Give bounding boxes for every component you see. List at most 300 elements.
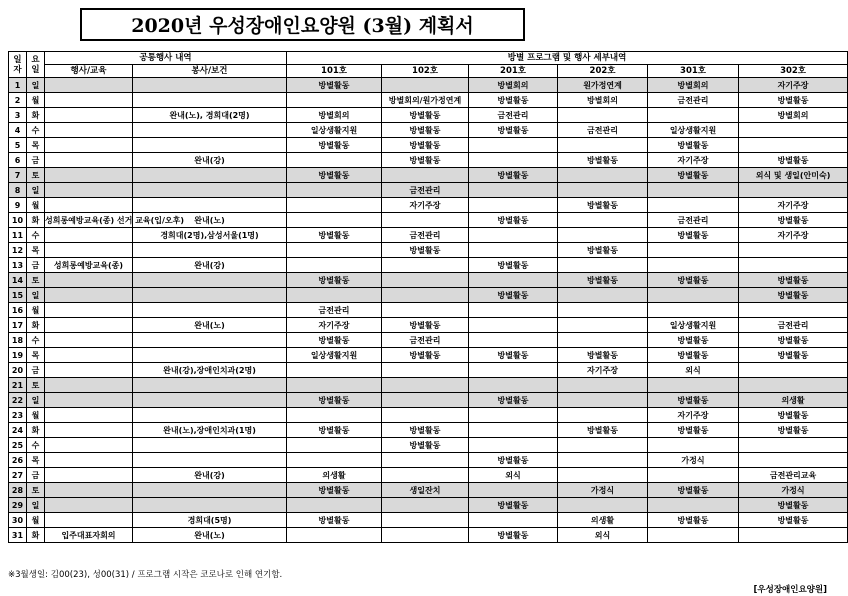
header-service: 봉사/보건: [133, 65, 287, 78]
cell-room-302: 방별활동: [739, 153, 848, 168]
cell-room-302: [739, 183, 848, 198]
cell-room-202: [558, 498, 648, 513]
cell-event: [45, 393, 133, 408]
cell-room-202: [558, 108, 648, 123]
cell-room-202: 가정식: [558, 483, 648, 498]
cell-room-101: 방별회의: [287, 108, 382, 123]
cell-day: 28: [9, 483, 27, 498]
cell-room-201: 방별활동: [469, 213, 558, 228]
cell-service: 경희대(2명),삼성서울(1명): [133, 228, 287, 243]
table-row: [9, 348, 848, 363]
table-row: [9, 468, 848, 483]
cell-room-101: [287, 288, 382, 303]
table-row: [9, 123, 848, 138]
table-row: [9, 378, 848, 393]
cell-room-302: 방별활동: [739, 498, 848, 513]
cell-room-302: 의생활: [739, 393, 848, 408]
cell-event: [45, 273, 133, 288]
cell-service: 완내(강): [133, 258, 287, 273]
table-row: [9, 318, 848, 333]
cell-room-101: 방별활동: [287, 273, 382, 288]
cell-room-201: [469, 303, 558, 318]
table-row: [9, 78, 848, 93]
cell-weekday: 금: [27, 468, 45, 483]
cell-service: 완내(노): [133, 528, 287, 543]
cell-room-302: [739, 528, 848, 543]
cell-room-202: 방별회의: [558, 93, 648, 108]
cell-room-101: 방별활동: [287, 78, 382, 93]
cell-room-201: 방별활동: [469, 288, 558, 303]
cell-weekday: 화: [27, 318, 45, 333]
cell-event: [45, 348, 133, 363]
cell-room-302: 방별회의: [739, 108, 848, 123]
cell-room-302: 방별활동: [739, 273, 848, 288]
cell-room-301: [648, 183, 739, 198]
cell-weekday: 금: [27, 363, 45, 378]
cell-service: [133, 288, 287, 303]
cell-event: [45, 423, 133, 438]
cell-room-102: [382, 528, 469, 543]
cell-room-302: 가정식: [739, 483, 848, 498]
cell-room-201: 방별활동: [469, 528, 558, 543]
cell-day: 2: [9, 93, 27, 108]
cell-room-202: [558, 303, 648, 318]
cell-room-301: 금전관리: [648, 213, 739, 228]
cell-room-102: [382, 213, 469, 228]
cell-room-201: [469, 378, 558, 393]
cell-room-301: 방별활동: [648, 273, 739, 288]
cell-room-102: [382, 468, 469, 483]
cell-room-201: 방별활동: [469, 348, 558, 363]
cell-service: [133, 483, 287, 498]
cell-room-102: 자기주장: [382, 198, 469, 213]
cell-service: 완내(노): [133, 213, 287, 228]
cell-room-101: 방별활동: [287, 483, 382, 498]
cell-event: [45, 243, 133, 258]
cell-room-201: [469, 408, 558, 423]
cell-room-201: 외식: [469, 468, 558, 483]
cell-room-202: [558, 138, 648, 153]
cell-event: 성희롱예방교육(종) 선거 교육(입/오후): [45, 213, 133, 228]
cell-day: 30: [9, 513, 27, 528]
cell-room-202: 방별활동: [558, 423, 648, 438]
cell-room-102: [382, 303, 469, 318]
table-row: [9, 93, 848, 108]
cell-room-301: 방별회의: [648, 78, 739, 93]
cell-room-102: [382, 393, 469, 408]
header-room-101: 101호: [287, 65, 382, 78]
cell-room-101: 방별활동: [287, 138, 382, 153]
table-row: [9, 393, 848, 408]
cell-room-202: 금전관리: [558, 123, 648, 138]
table-row: [9, 183, 848, 198]
cell-room-102: 방별활동: [382, 318, 469, 333]
cell-room-102: 방별활동: [382, 108, 469, 123]
cell-room-202: 방별활동: [558, 198, 648, 213]
cell-room-202: [558, 378, 648, 393]
cell-room-202: [558, 288, 648, 303]
table-row: [9, 198, 848, 213]
cell-weekday: 수: [27, 123, 45, 138]
cell-event: [45, 93, 133, 108]
table-row: [9, 228, 848, 243]
cell-weekday: 수: [27, 228, 45, 243]
cell-room-202: [558, 258, 648, 273]
cell-room-102: [382, 78, 469, 93]
cell-service: [133, 303, 287, 318]
cell-weekday: 월: [27, 408, 45, 423]
cell-room-101: [287, 258, 382, 273]
cell-room-101: [287, 453, 382, 468]
cell-room-101: 일상생활지원: [287, 123, 382, 138]
cell-room-102: [382, 273, 469, 288]
header-room-group: 방별 프로그램 및 행사 세부내역: [287, 52, 848, 65]
cell-room-201: [469, 363, 558, 378]
cell-room-202: [558, 183, 648, 198]
cell-room-101: [287, 213, 382, 228]
cell-weekday: 화: [27, 213, 45, 228]
cell-room-201: 방별활동: [469, 453, 558, 468]
cell-weekday: 목: [27, 453, 45, 468]
table-row: [9, 138, 848, 153]
cell-room-202: 방별활동: [558, 273, 648, 288]
table-row: [9, 108, 848, 123]
cell-weekday: 토: [27, 273, 45, 288]
cell-room-101: 일상생활지원: [287, 348, 382, 363]
cell-room-102: [382, 288, 469, 303]
cell-room-301: [648, 243, 739, 258]
cell-weekday: 일: [27, 498, 45, 513]
cell-room-101: 방별활동: [287, 168, 382, 183]
cell-event: [45, 123, 133, 138]
organization-label: [우성장애인요양원]: [753, 585, 827, 595]
cell-room-101: 방별활동: [287, 423, 382, 438]
cell-room-101: 방별활동: [287, 393, 382, 408]
cell-weekday: 금: [27, 153, 45, 168]
cell-room-102: 금전관리: [382, 333, 469, 348]
cell-room-102: 방별활동: [382, 423, 469, 438]
cell-room-201: 방별활동: [469, 258, 558, 273]
cell-room-101: 의생활: [287, 468, 382, 483]
cell-room-302: 자기주장: [739, 198, 848, 213]
cell-room-301: 방별활동: [648, 333, 739, 348]
cell-room-201: [469, 318, 558, 333]
cell-room-301: 금전관리: [648, 93, 739, 108]
cell-event: [45, 228, 133, 243]
cell-day: 20: [9, 363, 27, 378]
cell-room-102: 방별활동: [382, 138, 469, 153]
cell-room-301: 일상생활지원: [648, 123, 739, 138]
cell-room-101: 방별활동: [287, 228, 382, 243]
cell-service: 완내(강),장애인치과(2명): [133, 363, 287, 378]
table-row: [9, 438, 848, 453]
cell-event: [45, 453, 133, 468]
cell-service: [133, 183, 287, 198]
cell-room-202: [558, 318, 648, 333]
cell-service: [133, 168, 287, 183]
cell-room-301: [648, 108, 739, 123]
cell-room-201: [469, 243, 558, 258]
cell-room-101: [287, 408, 382, 423]
cell-room-202: 외식: [558, 528, 648, 543]
cell-room-101: 자기주장: [287, 318, 382, 333]
cell-room-201: 방별회의: [469, 78, 558, 93]
cell-room-201: 방별활동: [469, 123, 558, 138]
header-day: 일 자: [9, 52, 27, 78]
cell-day: 8: [9, 183, 27, 198]
cell-room-301: 가정식: [648, 453, 739, 468]
cell-service: [133, 138, 287, 153]
cell-room-302: [739, 123, 848, 138]
cell-weekday: 토: [27, 483, 45, 498]
cell-room-201: [469, 513, 558, 528]
cell-room-101: [287, 378, 382, 393]
cell-room-102: 방별활동: [382, 348, 469, 363]
table-row: [9, 288, 848, 303]
cell-room-302: 방별활동: [739, 333, 848, 348]
cell-event: [45, 513, 133, 528]
cell-weekday: 화: [27, 108, 45, 123]
header-room-302: 302호: [739, 65, 848, 78]
cell-room-202: 의생활: [558, 513, 648, 528]
cell-event: [45, 438, 133, 453]
table-row: [9, 168, 848, 183]
table-row: [9, 333, 848, 348]
cell-room-102: 방별활동: [382, 243, 469, 258]
cell-day: 31: [9, 528, 27, 543]
cell-day: 6: [9, 153, 27, 168]
cell-event: [45, 138, 133, 153]
cell-event: [45, 153, 133, 168]
cell-weekday: 토: [27, 378, 45, 393]
cell-room-202: [558, 438, 648, 453]
cell-room-202: [558, 228, 648, 243]
cell-room-301: 방별활동: [648, 138, 739, 153]
cell-room-101: [287, 243, 382, 258]
cell-event: [45, 78, 133, 93]
cell-day: 10: [9, 213, 27, 228]
cell-room-302: 방별활동: [739, 408, 848, 423]
cell-weekday: 화: [27, 423, 45, 438]
cell-room-302: [739, 378, 848, 393]
cell-weekday: 목: [27, 243, 45, 258]
cell-room-302: [739, 258, 848, 273]
cell-room-301: [648, 528, 739, 543]
cell-room-102: 방별활동: [382, 123, 469, 138]
cell-event: [45, 303, 133, 318]
cell-room-102: 방별회의/원가정연계: [382, 93, 469, 108]
cell-room-101: [287, 498, 382, 513]
cell-room-302: 방별활동: [739, 288, 848, 303]
cell-event: [45, 108, 133, 123]
cell-room-201: 금전관리: [469, 108, 558, 123]
cell-room-201: [469, 153, 558, 168]
table-row: [9, 453, 848, 468]
cell-day: 25: [9, 438, 27, 453]
cell-room-302: 방별활동: [739, 423, 848, 438]
cell-room-202: [558, 408, 648, 423]
cell-room-302: 방별활동: [739, 213, 848, 228]
cell-room-202: 방별활동: [558, 153, 648, 168]
cell-room-301: [648, 303, 739, 318]
table-row: [9, 363, 848, 378]
cell-service: 경희대(5명): [133, 513, 287, 528]
table-row: [9, 243, 848, 258]
cell-room-101: 금전관리: [287, 303, 382, 318]
cell-service: [133, 273, 287, 288]
cell-service: [133, 243, 287, 258]
cell-service: 완내(노): [133, 318, 287, 333]
cell-weekday: 수: [27, 333, 45, 348]
cell-day: 26: [9, 453, 27, 468]
cell-room-201: [469, 438, 558, 453]
cell-room-302: [739, 138, 848, 153]
cell-room-302: 자기주장: [739, 228, 848, 243]
cell-day: 23: [9, 408, 27, 423]
table-row: [9, 258, 848, 273]
cell-day: 12: [9, 243, 27, 258]
cell-room-102: [382, 513, 469, 528]
cell-room-301: 방별활동: [648, 348, 739, 363]
cell-room-201: 방별활동: [469, 168, 558, 183]
cell-room-202: 방별활동: [558, 348, 648, 363]
cell-event: [45, 168, 133, 183]
cell-day: 14: [9, 273, 27, 288]
cell-room-101: [287, 93, 382, 108]
cell-event: 입주대표자회의: [45, 528, 133, 543]
cell-room-302: 외식 및 생일(안미숙): [739, 168, 848, 183]
cell-day: 9: [9, 198, 27, 213]
cell-room-301: 일상생활지원: [648, 318, 739, 333]
cell-service: [133, 438, 287, 453]
cell-room-301: 방별활동: [648, 168, 739, 183]
cell-day: 5: [9, 138, 27, 153]
cell-weekday: 화: [27, 528, 45, 543]
header-common-group: 공통행사 내역: [45, 52, 287, 65]
cell-weekday: 목: [27, 348, 45, 363]
cell-day: 22: [9, 393, 27, 408]
cell-room-201: [469, 138, 558, 153]
cell-room-301: [648, 288, 739, 303]
cell-room-201: 방별활동: [469, 498, 558, 513]
table-row: [9, 213, 848, 228]
cell-weekday: 일: [27, 393, 45, 408]
cell-weekday: 수: [27, 438, 45, 453]
cell-room-101: [287, 183, 382, 198]
cell-weekday: 월: [27, 198, 45, 213]
cell-weekday: 일: [27, 78, 45, 93]
cell-room-202: 원가정연계: [558, 78, 648, 93]
cell-room-102: 방별활동: [382, 438, 469, 453]
cell-day: 21: [9, 378, 27, 393]
cell-day: 15: [9, 288, 27, 303]
cell-room-302: 방별활동: [739, 348, 848, 363]
cell-service: [133, 393, 287, 408]
table-row: [9, 153, 848, 168]
cell-room-301: 방별활동: [648, 228, 739, 243]
cell-room-101: [287, 528, 382, 543]
cell-day: 11: [9, 228, 27, 243]
page-title: 2020년 우성장애인요양원 (3월) 계획서: [80, 8, 525, 41]
cell-day: 13: [9, 258, 27, 273]
cell-room-202: [558, 333, 648, 348]
cell-room-102: [382, 378, 469, 393]
cell-room-301: 방별활동: [648, 483, 739, 498]
cell-room-102: [382, 363, 469, 378]
cell-service: 완내(노), 경희대(2명): [133, 108, 287, 123]
cell-room-301: 자기주장: [648, 408, 739, 423]
cell-room-201: [469, 228, 558, 243]
cell-service: [133, 78, 287, 93]
cell-weekday: 금: [27, 258, 45, 273]
cell-event: [45, 468, 133, 483]
header-weekday: 요 일: [27, 52, 45, 78]
cell-room-301: 방별활동: [648, 393, 739, 408]
cell-service: [133, 453, 287, 468]
cell-room-201: 방별활동: [469, 93, 558, 108]
cell-room-201: [469, 183, 558, 198]
cell-room-102: 생일잔치: [382, 483, 469, 498]
cell-day: 4: [9, 123, 27, 138]
cell-room-302: 방별활동: [739, 513, 848, 528]
table-row: [9, 273, 848, 288]
cell-service: [133, 498, 287, 513]
cell-room-202: [558, 453, 648, 468]
cell-weekday: 월: [27, 513, 45, 528]
cell-day: 17: [9, 318, 27, 333]
cell-weekday: 월: [27, 93, 45, 108]
cell-room-202: 자기주장: [558, 363, 648, 378]
table-row: [9, 483, 848, 498]
cell-room-302: [739, 453, 848, 468]
table-row: [9, 303, 848, 318]
cell-event: 성희롱예방교육(종): [45, 258, 133, 273]
cell-room-102: 금전관리: [382, 228, 469, 243]
cell-room-102: [382, 258, 469, 273]
cell-room-202: [558, 168, 648, 183]
cell-room-301: 방별활동: [648, 423, 739, 438]
cell-room-301: [648, 498, 739, 513]
cell-service: [133, 93, 287, 108]
table-row: [9, 528, 848, 543]
birthday-note: ※3월생일: 김00(23), 성00(31) / 프로그램 시작은 코로나로 인해 연기함.: [8, 570, 283, 580]
cell-room-201: 방별활동: [469, 393, 558, 408]
cell-service: [133, 333, 287, 348]
cell-weekday: 일: [27, 288, 45, 303]
cell-room-301: [648, 198, 739, 213]
cell-weekday: 월: [27, 303, 45, 318]
table-row: [9, 513, 848, 528]
cell-day: 19: [9, 348, 27, 363]
cell-room-301: [648, 378, 739, 393]
cell-room-302: [739, 243, 848, 258]
table-row: [9, 408, 848, 423]
cell-weekday: 목: [27, 138, 45, 153]
cell-day: 3: [9, 108, 27, 123]
cell-room-102: [382, 168, 469, 183]
cell-day: 16: [9, 303, 27, 318]
cell-room-301: [648, 258, 739, 273]
cell-event: [45, 363, 133, 378]
table-row: [9, 498, 848, 513]
cell-room-102: 금전관리: [382, 183, 469, 198]
cell-room-202: [558, 393, 648, 408]
cell-room-201: [469, 423, 558, 438]
cell-service: 완내(노),장애인치과(1명): [133, 423, 287, 438]
cell-room-302: [739, 363, 848, 378]
cell-room-101: [287, 198, 382, 213]
cell-service: [133, 378, 287, 393]
